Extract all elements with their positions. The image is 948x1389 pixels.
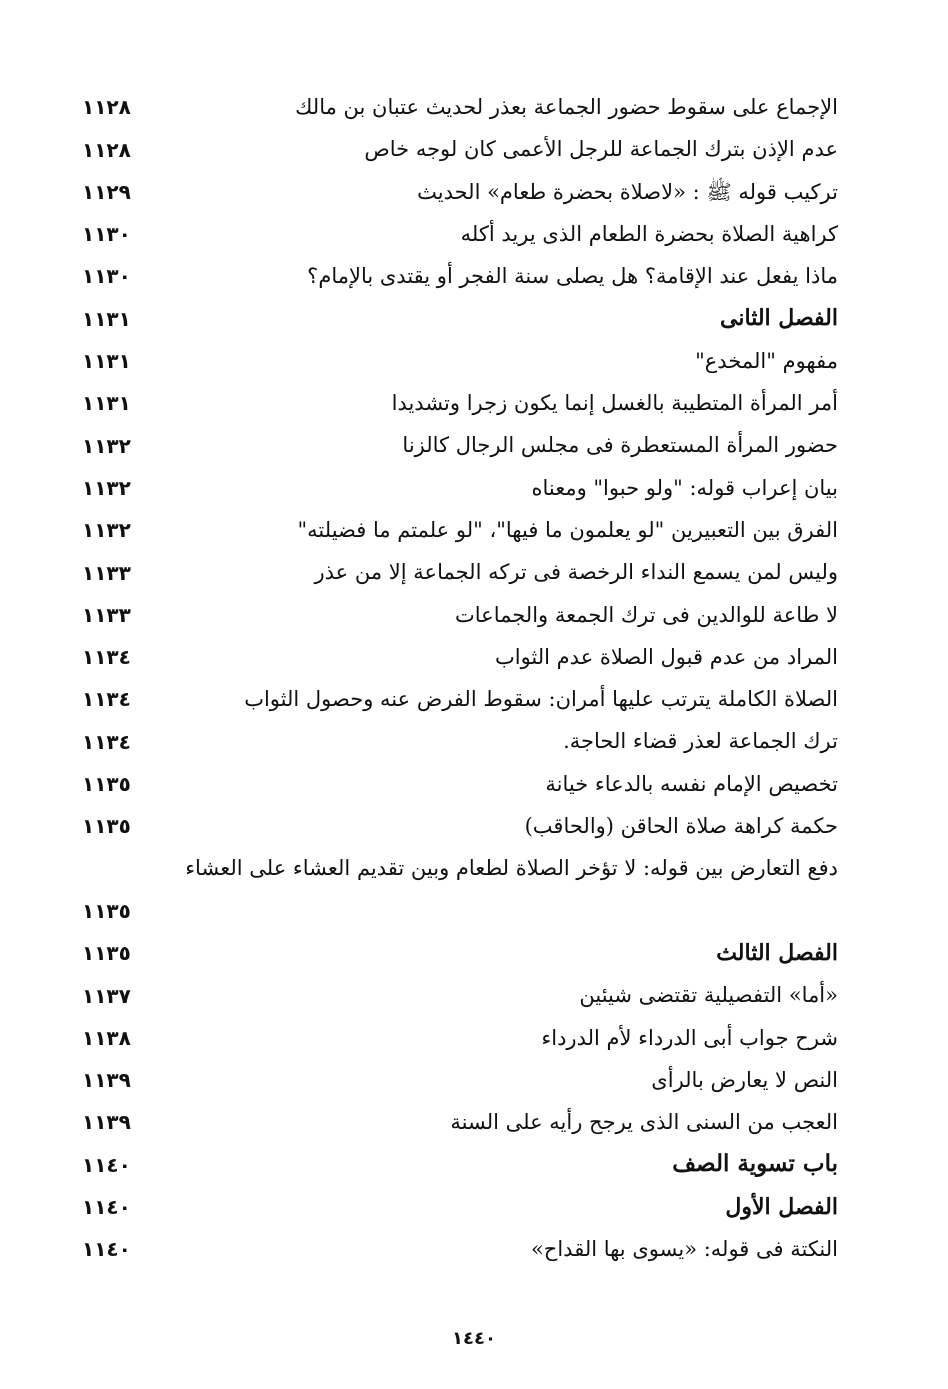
toc-entry-page: ١١٣٥ xyxy=(82,898,131,923)
toc-entry-page: ١١٣٢ xyxy=(82,518,131,543)
toc-heading xyxy=(70,297,850,339)
toc-entry-page: ١١٣١ xyxy=(82,306,131,331)
toc-entry xyxy=(70,763,850,805)
toc-entry xyxy=(70,213,850,255)
toc-entry-page: ١١٤٠ xyxy=(82,1237,131,1262)
toc-entry-title: الفرق بين التعبيرين "لو يعلمون ما فيها"، "لو علمتم ما فضيلته" xyxy=(297,517,838,542)
toc-entry-title: كراهية الصلاة بحضرة الطعام الذى يريد أكله xyxy=(460,221,838,246)
toc-heading-title: الفصل الثانى xyxy=(720,305,838,332)
toc-entry-page: ١١٣٧ xyxy=(82,983,131,1008)
toc-entry xyxy=(70,1228,850,1270)
toc-entry-page: ١١٣٣ xyxy=(82,560,131,585)
toc-entry-title: لا طاعة للوالدين فى ترك الجمعة والجماعات xyxy=(455,602,838,627)
toc-entry xyxy=(70,594,850,636)
toc-heading-title: الفصل الأول xyxy=(725,1193,838,1220)
toc-entry-page: ١١٣٨ xyxy=(82,1025,131,1050)
toc-entry-multiline xyxy=(70,847,850,932)
toc-entry-page: ١١٢٨ xyxy=(82,95,131,120)
toc-heading xyxy=(70,1186,850,1228)
toc-entry xyxy=(70,974,850,1016)
toc-entry-page: ١١٢٨ xyxy=(82,137,131,162)
toc-entry-page: ١١٣٣ xyxy=(82,602,131,627)
toc-entry-page: ١١٣٤ xyxy=(82,687,131,712)
toc-entry xyxy=(70,551,850,593)
toc-heading xyxy=(70,932,850,974)
toc-entry-title: حكمة كراهة صلاة الحاقن (والحاقب) xyxy=(524,814,838,839)
toc-entry-title: الإجماع على سقوط حضور الجماعة بعذر لحديث عتبان بن مالك xyxy=(295,95,838,119)
toc-entry-page: ١١٤٠ xyxy=(82,1195,131,1220)
toc-entry-page: ١١٣٥ xyxy=(82,772,131,797)
toc-entry-title: عدم الإذن بترك الجماعة للرجل الأعمى كان لوجه خاص xyxy=(364,137,838,162)
toc-entry xyxy=(70,1101,850,1143)
toc-entry-title: تركيب قوله ﷺ : «لاصلاة بحضرة طعام» الحديث xyxy=(417,179,838,204)
toc-entry-page: ١١٣٤ xyxy=(82,645,131,670)
toc-section xyxy=(70,1143,850,1185)
toc-entry-page: ١١٣٥ xyxy=(82,814,131,839)
toc-entry xyxy=(70,382,850,424)
page-number: ١٤٤٠ xyxy=(452,1328,496,1349)
toc-entry-title: العجب من السنى الذى يرجح رأيه على السنة xyxy=(450,1110,838,1135)
toc-entry-title: وليس لمن يسمع النداء الرخصة فى تركه الجماعة إلا من عذر xyxy=(314,560,838,585)
toc-entry-page: ١١٣٢ xyxy=(82,475,131,500)
toc-entry-page: ١١٣٥ xyxy=(82,941,131,966)
toc-entry-page: ١١٣٢ xyxy=(82,433,131,458)
toc-entry-page: ١١٣٤ xyxy=(82,729,131,754)
toc-entry-page: ١١٤٠ xyxy=(82,1152,131,1177)
toc-entry xyxy=(70,255,850,297)
toc-entry-title: النص لا يعارض بالرأى xyxy=(651,1067,838,1092)
toc-entry xyxy=(70,128,850,170)
toc-entry-title: النكتة فى قوله: «يسوى بها القداح» xyxy=(530,1237,838,1262)
toc-entry xyxy=(70,340,850,382)
toc-entry-page: ١١٣٠ xyxy=(82,222,131,247)
toc-heading-title: الفصل الثالث xyxy=(716,939,838,966)
toc-entry-title: أمر المرأة المتطيبة بالغسل إنما يكون زجرا وتشديدا xyxy=(391,391,838,416)
toc-entry xyxy=(70,636,850,678)
toc-entry-page: ١١٣٩ xyxy=(82,1110,131,1135)
toc-entry xyxy=(70,1017,850,1059)
toc-entry-title: تخصيص الإمام نفسه بالدعاء خيانة xyxy=(545,771,838,796)
toc-entry xyxy=(70,467,850,509)
toc-entry-title: المراد من عدم قبول الصلاة عدم الثواب xyxy=(494,644,838,669)
toc-entry xyxy=(70,424,850,466)
toc-entry xyxy=(70,86,850,128)
toc-entry-title: ترك الجماعة لعذر قضاء الحاجة. xyxy=(563,729,838,754)
toc-entry-title: بيان إعراب قوله: "ولو حبوا" ومعناه xyxy=(531,475,838,500)
toc-entry-title: شرح جواب أبى الدرداء لأم الدرداء xyxy=(541,1025,838,1050)
toc-entry xyxy=(70,678,850,720)
toc-entry-page: ١١٢٩ xyxy=(82,179,131,204)
toc-entry-page: ١١٣٩ xyxy=(82,1068,131,1093)
toc-entry-title: حضور المرأة المستعطرة فى مجلس الرجال كالزنا xyxy=(402,433,838,458)
toc-entry xyxy=(70,720,850,762)
table-of-contents xyxy=(70,86,850,1270)
toc-entry-title: مفهوم "المخدع" xyxy=(695,348,838,373)
toc-entry xyxy=(70,1059,850,1101)
toc-entry-page: ١١٣٠ xyxy=(82,264,131,289)
toc-entry-page: ١١٣١ xyxy=(82,391,131,416)
toc-entry-title: الصلاة الكاملة يترتب عليها أمران: سقوط الفرض عنه وحصول الثواب xyxy=(244,687,838,712)
toc-entry-title: دفع التعارض بين قوله: لا تؤخر الصلاة لطعام وبين تقديم العشاء على العشاء xyxy=(185,856,838,881)
toc-entry xyxy=(70,171,850,213)
toc-entry-title: «أما» التفصيلية تقتضى شيئين xyxy=(579,983,838,1008)
toc-entry-title: ماذا يفعل عند الإقامة؟ هل يصلى سنة الفجر أو يقتدى بالإمام؟ xyxy=(307,264,838,289)
toc-entry xyxy=(70,509,850,551)
toc-section-title: باب تسوية الصف xyxy=(672,1150,838,1178)
toc-entry xyxy=(70,805,850,847)
toc-entry-page: ١١٣١ xyxy=(82,349,131,374)
